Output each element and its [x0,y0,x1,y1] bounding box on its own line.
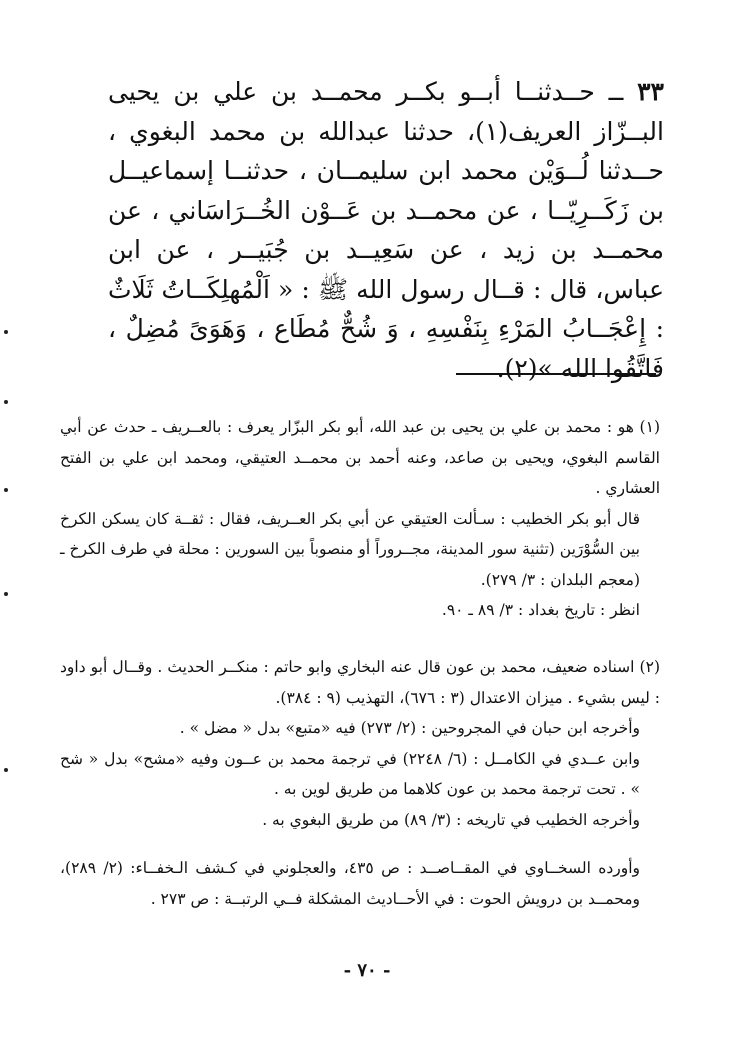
footnote-separator [456,373,656,375]
scan-edge-mark [4,592,8,596]
page-number: - ٧٠ - [343,960,391,981]
footnote-1-para-1: (١) هو : محمد بن علي بن يحيى بن عبد الله، أبو بكر البزّار يعرف : بالعــريف ـ حدث عن أبي القاسم البغوي، ويحيى بن صاعد، وعنه أحمد بن محمــد العتيقي، ومحمد ابن علي بن الفتح العشاري . [60,418,660,497]
hadith-number: ٣٣ [637,77,664,106]
footnote-2-para-3: وابن عــدي في الكامــل : (٦/ ٢٢٤٨) في ترجمة محمد بن عــون وفيه «مشح» بدل « شح » . تحت ترجمة محمد بن عون كلاهما من طريق لوين به . [60,749,640,798]
footnote-1 [60,412,660,626]
scan-edge-mark [4,330,8,334]
scan-edge-mark [4,488,8,492]
footnote-2-para-1: (٢) اسناده ضعيف، محمد بن عون قال عنه البخاري وابو حاتم : منكــر الحديث . وقــال أبو داود : ليس بشيء . ميزان الاعتدال (٣ : ٦٧٦)، التهذيب (٩ : ٣٨٤). [60,658,660,707]
scan-edge-mark [4,400,8,404]
scan-edge-mark [4,768,8,772]
footnote-1-para-3: انظر : تاريخ بغداد : ٣/ ٨٩ ـ ٩٠. [441,601,640,619]
hadith-text-block [108,72,664,388]
footnote-2-para-2: وأخرجه ابن حبان في المجروحين : (٢/ ٢٧٣) فيه «متبع» بدل « مضل » . [179,719,640,737]
footnote-1-para-2: قال أبو بكر الخطيب : سـألت العتيقي عن أبي بكر العــريف، فقال : ثقــة كان يسكن الكرخ بين السُّوْرَين (تثنية سور المدينة، مجــروراً أو منصوباً بين السورين : محلة في طرف الكرخ ـ (معجم البلدان : ٣/ ٢٧٩). [60,509,640,589]
footnote-3-para-1: وأورده السخــاوي في المقــاصــد : ص ٤٣٥، والعجلوني في كـشف الـخفــاء: (٢/ ٢٨٩)، ومحمــد بن درويش الحوت : في الأحــاديث المشكلة فــي الرتبــة : ص ٢٧٣ . [60,859,641,908]
footnote-2-para-4: وأخرجه الخطيب في تاريخه : (٣/ ٨٩) من طريق البغوي به . [262,810,640,829]
footnote-3 [60,853,660,914]
hadith-body: ــ حــدثنــا أبــو بكــر محمــد بن علي بن يحيى البــزّاز العريف(١)، حدثنا عبدالله بن محمد البغوي ، حــدثنا لُــوَيْن محمد ابن سليمــان ، حدثنــا إسماعيــل بن زَكَــرِيّــا ، عن محمــد بن عَــوْن الخُــرَاسَاني ، عن محمــد بن زيد ، عن سَعِيــد بن جُبَيــر ، عن ابن عباس، قال : قــال رسول الله ﷺ : « اَلْمُهلِكَــاتُ ثَلَاثٌ : إِعْجَــابُ المَرْءِ بِنَفْسِهِ ، وَ شُحٌّ مُطَاع ، وَهَوَىً مُضِلٌ ، فَاتَّقُوا الله »(٢). [108,77,664,383]
footnote-2 [60,652,660,835]
